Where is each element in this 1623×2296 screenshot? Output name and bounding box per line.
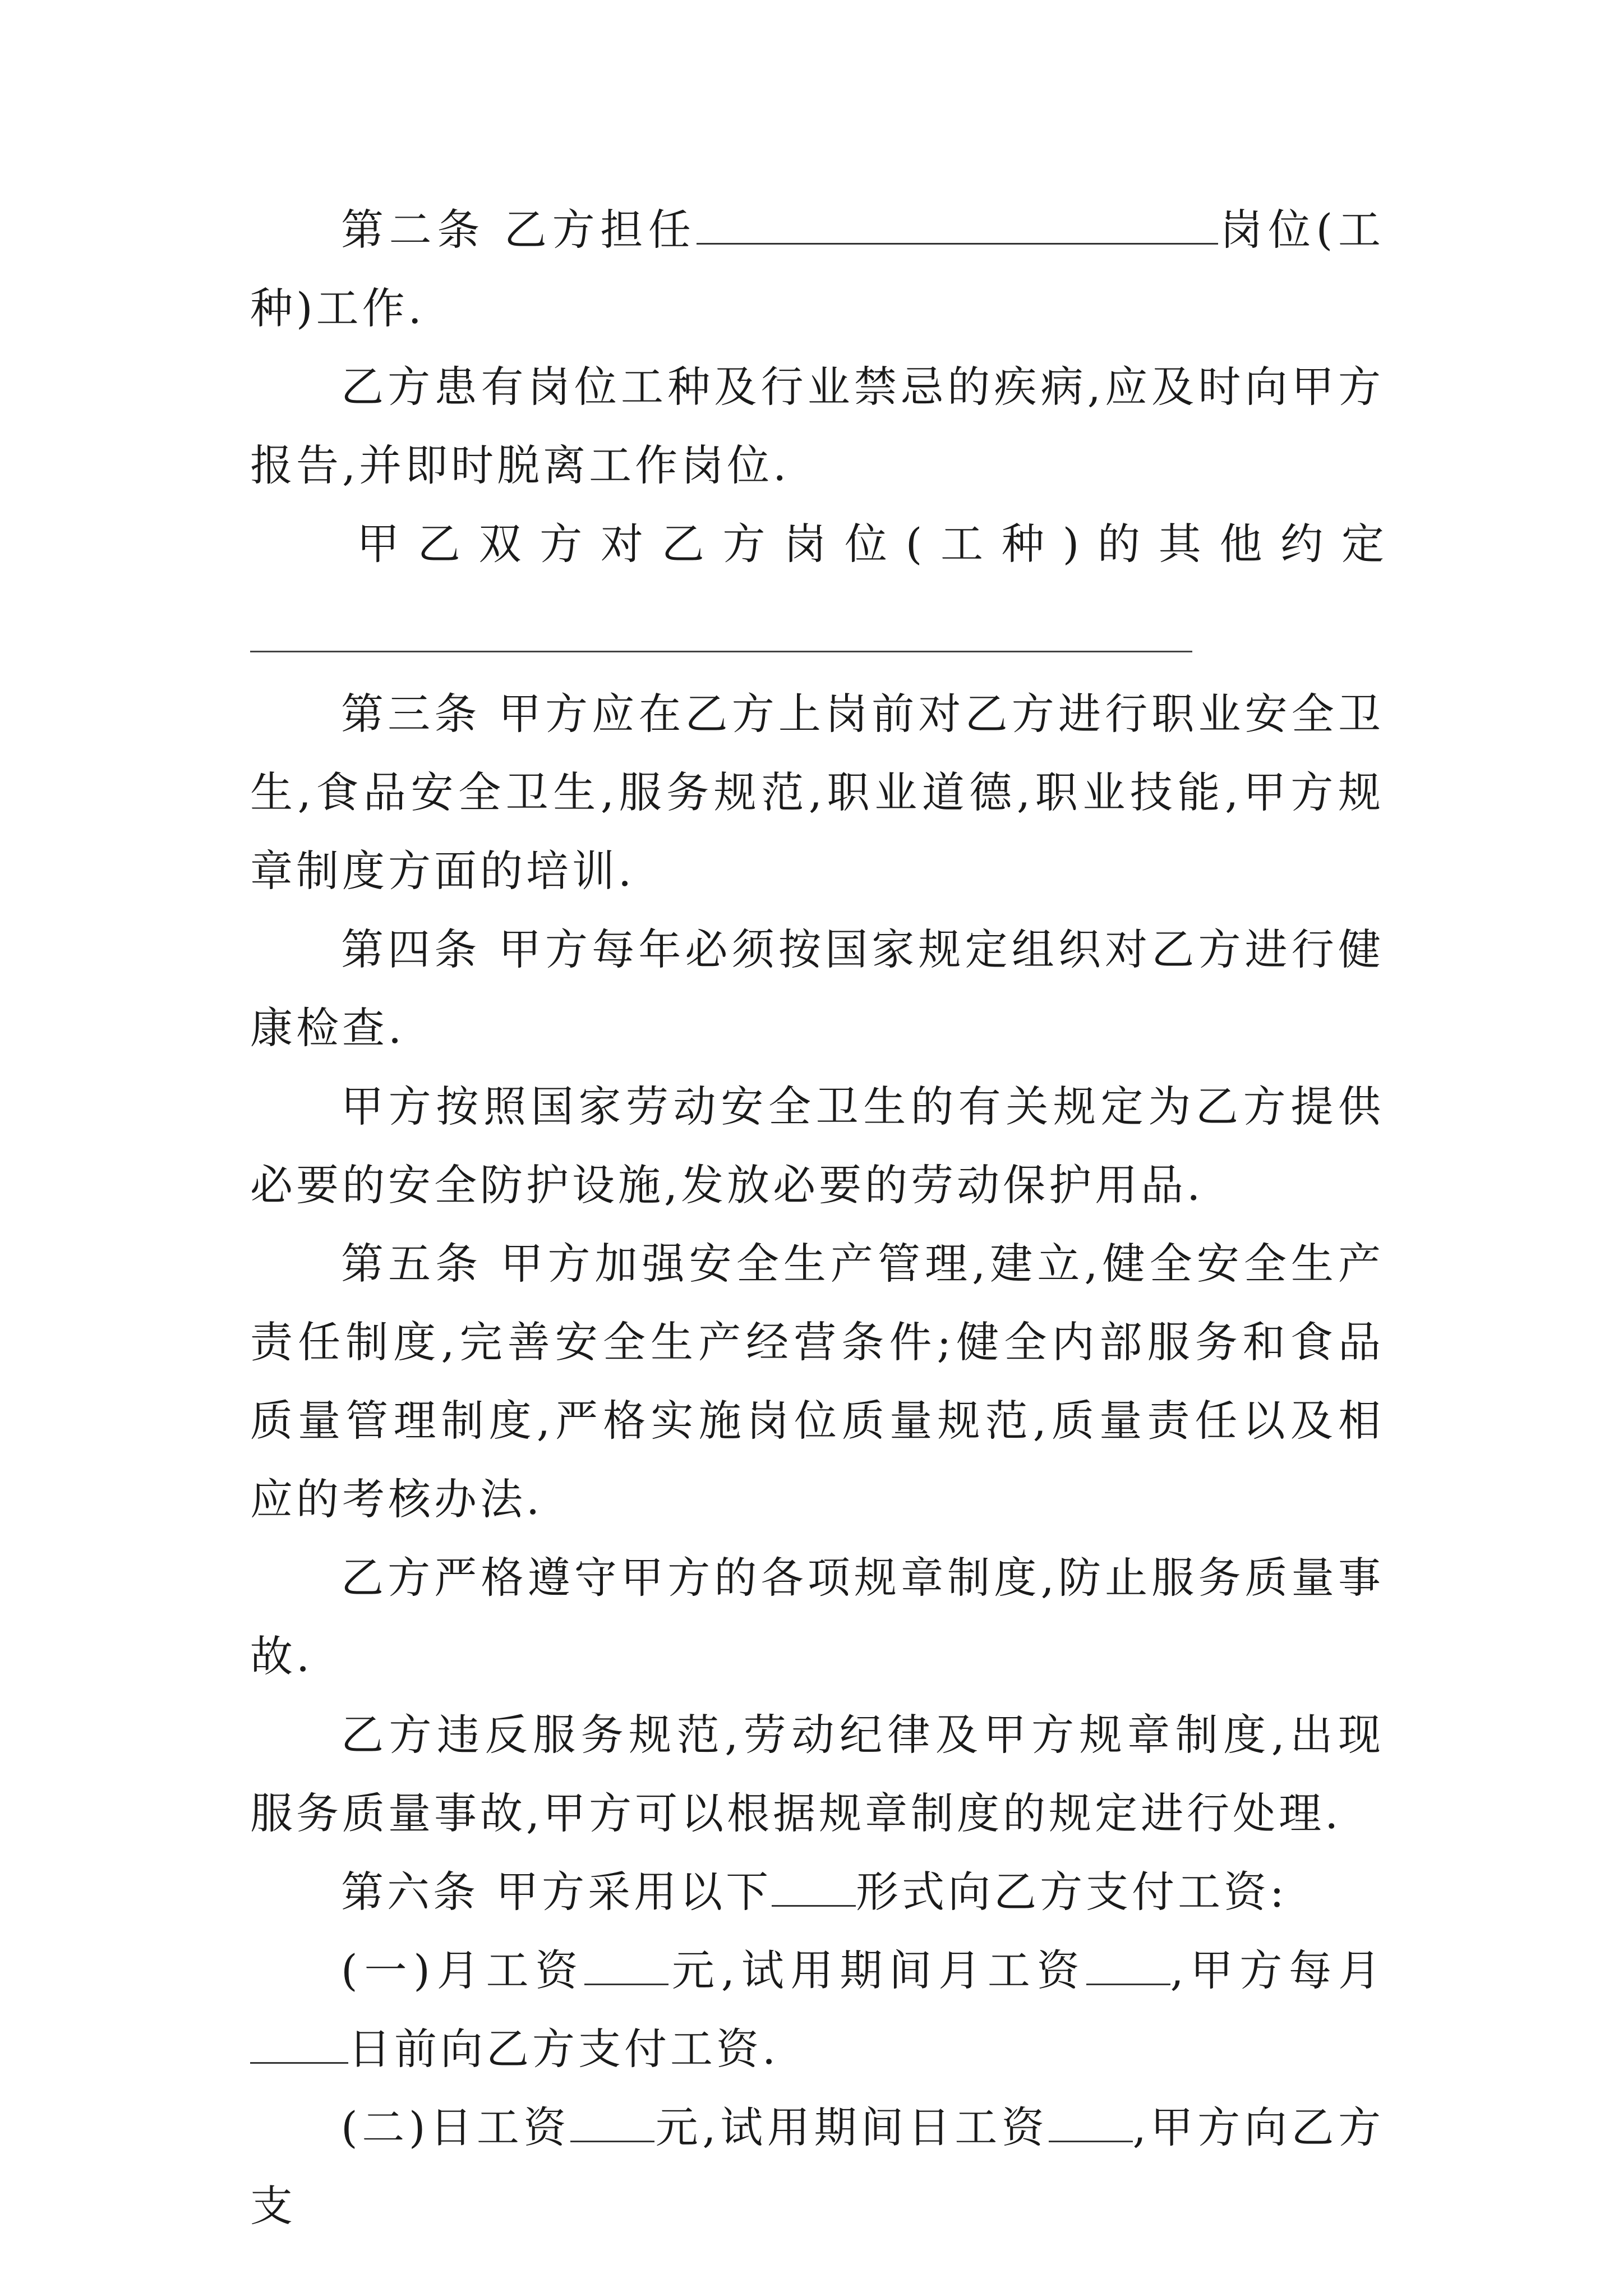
article-4-protection-paragraph: 甲方按照国家劳动安全卫生的有关规定为乙方提供必要的安全防护设施,发放必要的劳动保护用品.: [250, 1082, 1384, 1210]
other-agreement-blank-line[interactable]: [250, 651, 1192, 652]
daily-wage-label: (二)日工资: [341, 2102, 571, 2152]
article-2-text-start: 第二条 乙方担任: [341, 205, 697, 255]
article-5-rules-paragraph: 乙方严格遵守甲方的各项规章制度,防止服务质量事故.: [250, 1553, 1384, 1681]
article-6-text-start: 第六条 甲方采用以下: [341, 1867, 772, 1917]
article-6-paragraph: [250, 1853, 1384, 1931]
article-2-text-end: 岗位(工种)工作.: [250, 205, 1384, 333]
article-4-paragraph: 第四条 甲方每年必须按国家规定组织对乙方进行健康检查.: [250, 924, 1384, 1053]
article-2-paragraph: [250, 191, 1384, 348]
monthly-pay-text: 日前向乙方支付工资.: [348, 2024, 780, 2074]
monthly-probation-wage-blank[interactable]: [1086, 1945, 1170, 1985]
monthly-pay-day-blank[interactable]: [250, 2024, 348, 2064]
monthly-wage-blank[interactable]: [584, 1945, 668, 1985]
position-blank[interactable]: [697, 205, 1218, 245]
payment-form-blank[interactable]: [772, 1867, 856, 1907]
monthly-probation-label: 元,试用期间月工资: [668, 1945, 1086, 1995]
article-5-violation-paragraph: 乙方违反服务规范,劳动纪律及甲方规章制度,出现服务质量事故,甲方可以根据规章制度的规定进行处理.: [250, 1710, 1384, 1838]
monthly-wage-item: [250, 1931, 1384, 2088]
article-6-text-end: 形式向乙方支付工资:: [856, 1867, 1288, 1917]
daily-probation-label: 元,试用期间日工资: [654, 2102, 1049, 2152]
daily-pay-text: ,甲方向乙方支: [250, 2102, 1384, 2231]
monthly-wage-label: (一)月工资: [341, 1945, 585, 1995]
daily-probation-wage-blank[interactable]: [1049, 2102, 1133, 2142]
article-2-disease-paragraph: 乙方患有岗位工种及行业禁忌的疾病,应及时向甲方报告,并即时脱离工作岗位.: [250, 362, 1384, 490]
article-3-paragraph: 第三条 甲方应在乙方上岗前对乙方进行职业安全卫生,食品安全卫生,服务规范,职业道德,职业技能,甲方规章制度方面的培训.: [250, 689, 1384, 896]
daily-wage-item: [250, 2088, 1384, 2246]
daily-wage-blank[interactable]: [570, 2102, 654, 2142]
article-2-other-agreement: 甲乙双方对乙方岗位(工种)的其他约定: [357, 519, 1384, 569]
document-page: [250, 191, 1384, 2246]
article-5-paragraph: 第五条 甲方加强安全生产管理,建立,健全安全生产责任制度,完善安全生产经营条件;健全内部服务和食品质量管理制度,严格实施岗位质量规范,质量责任以及相应的考核办法.: [250, 1239, 1384, 1524]
monthly-pay-day-label: ,甲方每月: [1170, 1945, 1384, 1995]
